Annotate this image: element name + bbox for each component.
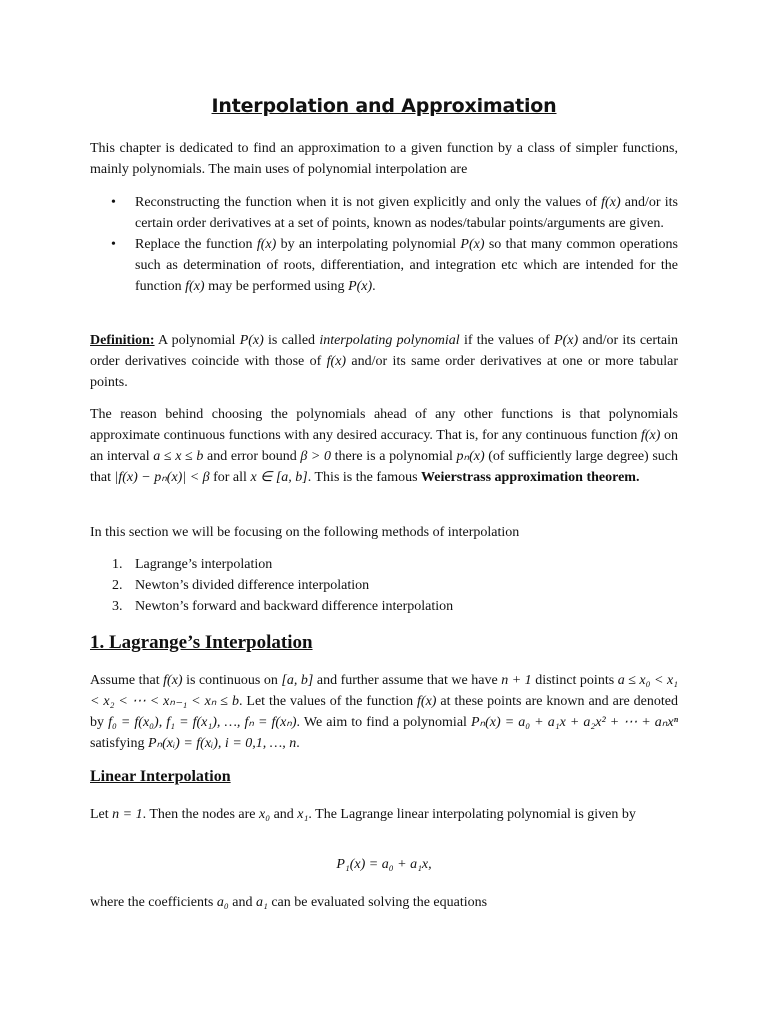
math-inline: x₁: [297, 807, 309, 822]
list-number: 2.: [112, 578, 123, 593]
theorem-name: Weierstrass approximation theorem.: [421, 470, 640, 485]
list-item: [90, 596, 453, 617]
text: Let: [90, 807, 113, 822]
text: and/or its same order derivatives at one or more tabular points.: [90, 354, 678, 390]
math-inline: a₁: [255, 895, 268, 910]
list-number: 1.: [112, 557, 123, 572]
text: there is a polynomial: [331, 449, 457, 464]
math-inline: n = 1: [112, 807, 143, 822]
bullet-item: [90, 192, 678, 234]
text: where the coefficients: [90, 895, 217, 910]
math-inline: f(x): [640, 428, 661, 443]
text: . This is the famous: [307, 470, 422, 485]
text: is continuous on: [182, 673, 282, 688]
bullet-text: Replace the function: [135, 237, 257, 252]
bullet-item: [90, 234, 678, 297]
math-inline: |f(x) − pₙ(x)| < β: [114, 470, 210, 485]
text: and error bound: [203, 449, 301, 464]
text: . Then the nodes are: [142, 807, 259, 822]
math-inline: f(x): [256, 237, 277, 252]
list-item: [90, 575, 453, 596]
text: A polynomial: [154, 333, 240, 348]
math-inline: f(x): [185, 279, 205, 294]
intro-paragraph: [90, 138, 678, 180]
reason-paragraph: [90, 404, 678, 488]
text: The reason behind choosing the polynomials ahead of any other functions is that polynomials approximate continuous functions with any desired accuracy. That is, for any continuous function: [90, 407, 678, 443]
math-inline: f(x): [326, 354, 347, 369]
math-inline: f(x): [417, 694, 437, 709]
uses-bullet-list: [90, 192, 678, 297]
math-inline: P(x): [348, 279, 373, 294]
bullet-text: .: [372, 279, 376, 294]
math-inline: Pₙ(xᵢ) = f(xᵢ), i = 0,1, …, n: [147, 736, 297, 751]
text: . The Lagrange linear interpolating polynomial is given by: [308, 807, 636, 822]
math-inline: a₀: [216, 895, 229, 910]
text: for all: [209, 470, 251, 485]
math-inline: Pₙ(x) = a₀ + a₁x + a₂x² + ⋯ + aₙxⁿ: [471, 715, 678, 730]
text: . Let the values of the function: [238, 694, 418, 709]
text: on an interval: [90, 428, 678, 464]
text: .: [296, 736, 300, 751]
subsection-heading: Linear Interpolation: [90, 768, 231, 785]
bullet-text: Reconstructing the function when it is not given explicitly and only the values of: [135, 195, 602, 210]
text: distinct points: [531, 673, 618, 688]
math-inline: f(x): [601, 195, 621, 210]
bullet-text: so that many common operations such as determination of roots, differentiation, and integration etc which are intended for the function: [135, 237, 678, 294]
bullet-text: by an interpolating polynomial: [276, 237, 461, 252]
list-number: 3.: [112, 599, 123, 614]
linear-paragraph: [90, 804, 678, 825]
display-equation: P₁(x) = a₀ + a₁x,: [336, 857, 432, 872]
text: and: [270, 807, 298, 822]
defined-term: interpolating polynomial: [319, 333, 460, 348]
list-item-label: Newton’s forward and backward difference interpolation: [135, 599, 454, 614]
text: In this section we will be focusing on the following methods of interpolation: [90, 525, 520, 540]
list-item-label: Newton’s divided difference interpolation: [135, 578, 370, 593]
text: Assume that: [90, 673, 164, 688]
section-heading: 1. Lagrange’s Interpolation: [90, 632, 313, 653]
text: at these points are known and are denoted by: [90, 694, 678, 730]
text: can be evaluated solving the equations: [267, 895, 488, 910]
text: . We aim to find a polynomial: [296, 715, 471, 730]
math-inline: P(x): [554, 333, 579, 348]
assume-paragraph: [90, 670, 678, 754]
math-inline: f₀ = f(x₀), f₁ = f(x₁), …, fₙ = f(xₙ): [108, 715, 297, 730]
text: and/or its certain order derivatives coincide with those of: [90, 333, 679, 369]
text: is called: [263, 333, 320, 348]
math-inline: f(x): [163, 673, 183, 688]
definition-paragraph: [90, 330, 678, 393]
text: and further assume that we have: [313, 673, 502, 688]
math-inline: pₙ(x): [456, 449, 485, 464]
math-inline: [a, b]: [281, 673, 314, 688]
methods-list: [90, 554, 453, 617]
math-inline: a ≤ x₀ < x₁ < x₂ < ⋯ < xₙ₋₁ < xₙ ≤ b: [90, 673, 679, 709]
list-item-label: Lagrange’s interpolation: [135, 557, 273, 572]
intro-text: This chapter is dedicated to find an approximation to a given function by a class of simpler functions, mainly polynomials. The main uses of polynomial interpolation are: [90, 141, 678, 177]
bullet-text: may be performed using: [204, 279, 349, 294]
math-inline: n + 1: [501, 673, 532, 688]
math-inline: x ∈ [a, b]: [250, 470, 308, 485]
list-item: [90, 554, 453, 575]
coefficients-paragraph: [90, 892, 678, 913]
math-inline: x₀: [258, 807, 271, 822]
math-inline: P(x): [460, 237, 485, 252]
math-inline: a ≤ x ≤ b: [153, 449, 204, 464]
methods-intro: [90, 522, 678, 543]
text: and: [228, 895, 256, 910]
text: if the values of: [459, 333, 555, 348]
math-inline: β > 0: [300, 449, 332, 464]
text: satisfying: [90, 736, 148, 751]
bullet-text: and/or its certain order derivatives at a set of points, known as nodes/tabular points/arguments are given.: [135, 195, 678, 231]
math-inline: P(x): [239, 333, 264, 348]
definition-label: Definition:: [90, 333, 155, 348]
text: (of sufficiently large degree) such that: [90, 449, 678, 485]
page-title: Interpolation and Approximation: [211, 95, 557, 117]
